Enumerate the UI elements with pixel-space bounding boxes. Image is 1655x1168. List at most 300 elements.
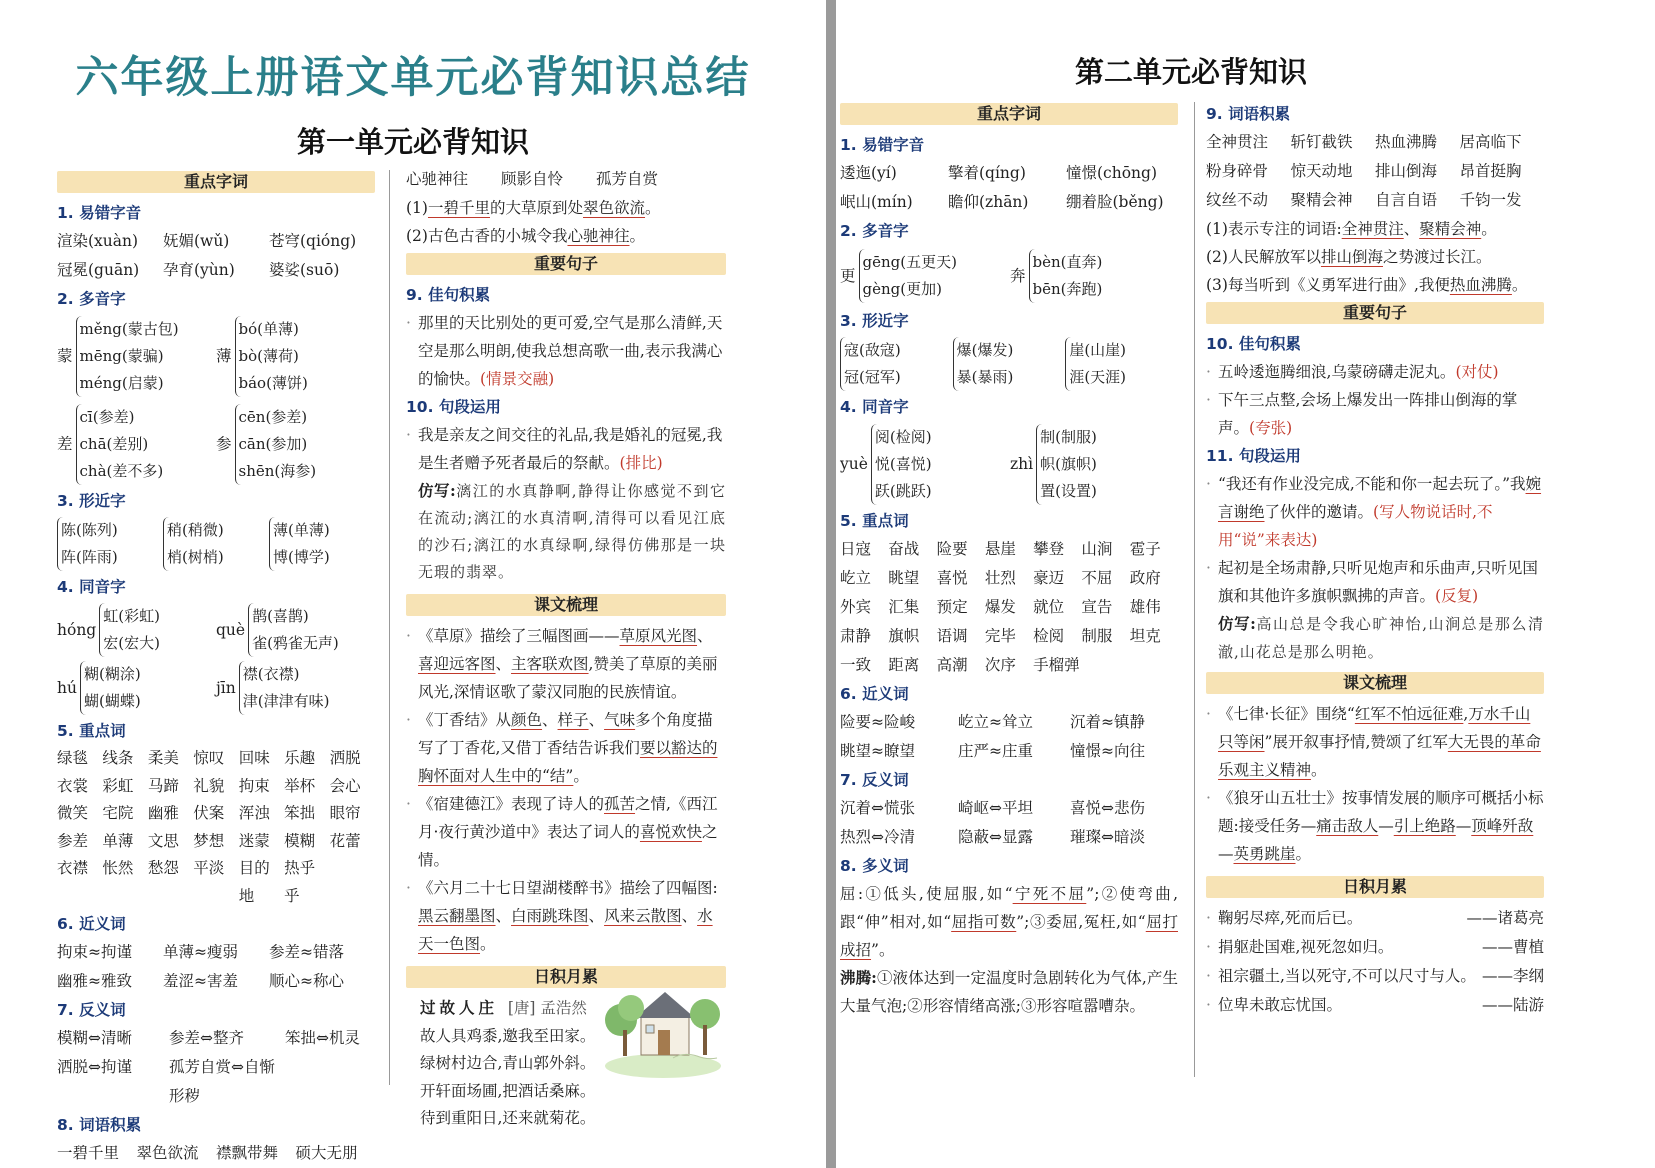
homophone-group bbox=[216, 601, 375, 659]
usage-line: (2)古色古香的小城令我心驰神往。 bbox=[406, 227, 645, 245]
section-heading: 7. 反义词 bbox=[57, 1001, 126, 1019]
word-item: 距离 bbox=[888, 656, 920, 674]
polyphone-group-char: 薄 bbox=[216, 346, 232, 365]
word-grid bbox=[840, 535, 1178, 680]
word-grid bbox=[1206, 128, 1544, 215]
word-item: 惊天动地 bbox=[1290, 162, 1353, 180]
word-item: 顾影自怜 bbox=[501, 170, 564, 188]
section-heading: 10. 佳句积累 bbox=[1206, 335, 1301, 353]
word-item: 岷山(mín) bbox=[840, 193, 913, 211]
word-item: 热乎乎 bbox=[284, 859, 316, 905]
word-grid bbox=[57, 227, 375, 285]
similar-char-group bbox=[269, 515, 375, 573]
polyphone-group-char: 差 bbox=[57, 434, 73, 453]
word-item: 粉身碎骨 bbox=[1206, 162, 1269, 180]
antonym-grid bbox=[57, 1024, 375, 1111]
homophone-group-brace bbox=[80, 661, 141, 715]
word-grid bbox=[57, 745, 375, 910]
word-item: 孤芳自赏 bbox=[596, 170, 659, 188]
word-item: 憧憬(chōng) bbox=[1066, 164, 1157, 182]
synonym-pair: 庄严≈庄重 bbox=[958, 742, 1033, 760]
section-heading: 5. 重点词 bbox=[57, 722, 126, 740]
similar-char-brace bbox=[269, 517, 330, 571]
synonym-pair: 沉着≈镇静 bbox=[1070, 713, 1145, 731]
word-item: 幽雅 bbox=[147, 804, 179, 822]
word-item: 文思 bbox=[147, 831, 179, 850]
word-item: 衣裳 bbox=[57, 776, 89, 795]
polyphone-group-reading: gèng(更加) bbox=[862, 280, 942, 298]
word-item: 语调 bbox=[936, 627, 968, 645]
poem-line: 故人具鸡黍,邀我至田家。 bbox=[420, 1026, 596, 1045]
synonym-pair: 屹立≈耸立 bbox=[958, 713, 1033, 731]
similar-char-brace bbox=[57, 517, 118, 571]
polyphone-group-reading: shēn(海参) bbox=[238, 461, 317, 480]
homophone-group-char: zhì bbox=[1010, 454, 1034, 473]
antonym-grid bbox=[840, 794, 1178, 852]
quote-author: ——曹植 bbox=[1481, 938, 1544, 956]
word-item: 豪迈 bbox=[1033, 569, 1065, 587]
word-item: 妩媚(wǔ) bbox=[163, 232, 230, 250]
word-item: 高潮 bbox=[936, 656, 968, 674]
word-item: 模糊 bbox=[284, 831, 316, 850]
word-item: 雹子 bbox=[1129, 540, 1161, 558]
word-item: 单薄 bbox=[102, 831, 134, 850]
similar-char-item: 冠(冠军) bbox=[844, 368, 901, 386]
homophone-group-brace bbox=[99, 603, 160, 657]
poem-author: [唐] 孟浩然 bbox=[507, 999, 587, 1017]
word-item: 一致 bbox=[840, 656, 872, 674]
band-text-review: 课文梳理 bbox=[406, 594, 726, 616]
polyphone-group-brace bbox=[76, 404, 164, 485]
word-item: 热血沸腾 bbox=[1375, 133, 1438, 151]
quote-text: 祖宗疆土,当以死守,不可以尺寸与人。 bbox=[1218, 967, 1476, 985]
similar-char-item: 博(博学) bbox=[273, 548, 330, 566]
homophone-group-reading: 津(津津有味) bbox=[242, 692, 330, 710]
homophone-group-reading: 阅(检阅) bbox=[874, 427, 932, 446]
homophone-group-brace bbox=[248, 603, 339, 657]
homophone-group bbox=[57, 659, 216, 717]
homophone-group-reading: 置(设置) bbox=[1040, 481, 1097, 500]
p2-left-column bbox=[840, 100, 1178, 1020]
sentence-item: · 五岭逶迤腾细浪,乌蒙磅礴走泥丸。(对仗) bbox=[1206, 358, 1544, 386]
antonym-pair: 孤芳自赏⇔自惭形秽 bbox=[169, 1058, 275, 1105]
daily-quote bbox=[1206, 904, 1544, 933]
section-heading: 11. 句段运用 bbox=[1206, 447, 1301, 465]
word-item: 排山倒海 bbox=[1375, 162, 1438, 180]
word-item: 喜悦 bbox=[936, 569, 968, 587]
page-left bbox=[0, 0, 826, 1168]
polyphone-group bbox=[216, 401, 375, 487]
word-item: 聚精会神 bbox=[1290, 191, 1353, 209]
word-item: 礼貌 bbox=[193, 776, 225, 795]
polyphone-group-reading: cān(参加) bbox=[238, 434, 308, 453]
quote-author: ——李纲 bbox=[1481, 967, 1544, 985]
polyphone-group-reading: bèn(直奔) bbox=[1032, 253, 1103, 271]
word-item: 冠冕(guān) bbox=[57, 261, 140, 279]
polyphone-group-reading: mēng(蒙骗) bbox=[79, 346, 164, 365]
usage-line: (3)每当听到《义勇军进行曲》,我便热血沸腾。 bbox=[1206, 276, 1528, 294]
polyphone-group-char: 蒙 bbox=[57, 346, 73, 365]
column-divider bbox=[1194, 102, 1195, 1077]
imitation: 仿写:漓江的水真静啊,静得让你感觉不到它在流动;漓江的水真清啊,清得可以看见江底的沙石;漓江的水真绿啊,绿得仿佛那是一块无瑕的翡翠。 bbox=[418, 481, 726, 581]
antonym-pair: 模糊⇔清晰 bbox=[57, 1029, 132, 1047]
poem-title: 过故人庄 bbox=[420, 998, 499, 1017]
usage-line: (1)表示专注的词语:全神贯注、聚精会神。 bbox=[1206, 220, 1497, 238]
word-item: 苍穹(qióng) bbox=[269, 232, 357, 250]
word-item: 举杯 bbox=[284, 776, 316, 795]
p2-right-column bbox=[1206, 100, 1544, 1020]
word-item: 次序 bbox=[984, 656, 1016, 674]
homophone-group-char: jīn bbox=[216, 678, 236, 697]
word-item: 悬崖 bbox=[984, 540, 1016, 558]
sentence-item: · “我还有作业没完成,不能和你一起去玩了。”我婉言谢绝了伙伴的邀请。(写人物说话时,不用“说”来表达) bbox=[1206, 470, 1544, 554]
word-item: 一碧千里 bbox=[57, 1144, 120, 1162]
homophone-group-char: yuè bbox=[840, 454, 868, 473]
polyphone-group-reading: chà(差不多) bbox=[79, 461, 164, 480]
word-item: 检阅 bbox=[1033, 627, 1065, 645]
word-item: 就位 bbox=[1033, 598, 1065, 616]
word-item: 险要 bbox=[936, 540, 968, 558]
word-item: 预定 bbox=[936, 598, 968, 616]
daily-quote bbox=[1206, 933, 1544, 962]
similar-char-group bbox=[57, 515, 163, 573]
poem-line: 待到重阳日,还来就菊花。 bbox=[420, 1109, 596, 1127]
similar-char-item: 陈(陈列) bbox=[61, 521, 118, 539]
word-item: 雄伟 bbox=[1129, 598, 1161, 616]
similar-char-brace bbox=[1065, 337, 1126, 391]
section-heading: 6. 近义词 bbox=[840, 685, 909, 703]
homophone-group-char: què bbox=[216, 620, 246, 639]
polyphone-group bbox=[1010, 245, 1178, 307]
word-item: 马蹄 bbox=[147, 776, 179, 795]
section-heading: 3. 形近字 bbox=[840, 312, 909, 330]
homophone-group bbox=[57, 601, 216, 659]
poem-line: 开轩面场圃,把酒话桑麻。 bbox=[420, 1081, 596, 1100]
word-item: 宣告 bbox=[1081, 598, 1113, 616]
section-heading: 2. 多音字 bbox=[840, 222, 909, 240]
word-item: 回味 bbox=[238, 749, 270, 767]
band-daily: 日积月累 bbox=[1206, 876, 1544, 898]
polyphone-group-brace bbox=[235, 316, 308, 397]
polyphone-group-reading: měng(蒙古包) bbox=[79, 319, 179, 338]
band-text-review: 课文梳理 bbox=[1206, 672, 1544, 694]
polyphone-list bbox=[57, 313, 375, 487]
word-item: 肃静 bbox=[840, 627, 872, 645]
antonym-pair: 参差⇔整齐 bbox=[169, 1029, 244, 1047]
word-item: 完毕 bbox=[984, 627, 1016, 645]
word-item: 伏案 bbox=[193, 804, 225, 822]
polyphone-group-reading: méng(启蒙) bbox=[79, 373, 164, 392]
polysemy-qu: 屈:①低头,使屈服,如“宁死不屈”;②使弯曲,跟“伸”相对,如“屈指可数”;③委屈,冤枉,如“屈打成招”。 bbox=[840, 885, 1178, 959]
band-key-words: 重点字词 bbox=[57, 171, 375, 193]
polyphone-group-char: 更 bbox=[840, 266, 856, 285]
antonym-pair: 崎岖⇔平坦 bbox=[958, 799, 1033, 817]
homophone-group-reading: 帜(旗帜) bbox=[1040, 454, 1097, 473]
polyphone-group-brace bbox=[1029, 249, 1103, 303]
word-item: 孕育(yùn) bbox=[163, 261, 235, 279]
homophone-group-reading: 宏(宏大) bbox=[103, 634, 160, 652]
usage-line: (2)人民解放军以排山倒海之势渡过长江。 bbox=[1206, 248, 1492, 266]
section-heading: 5. 重点词 bbox=[840, 512, 909, 530]
antonym-pair: 隐蔽⇔显露 bbox=[958, 828, 1033, 846]
homophone-group-reading: 雀(鸦雀无声) bbox=[252, 634, 339, 652]
quote-author: ——陆游 bbox=[1481, 996, 1544, 1014]
polyphone-group bbox=[216, 313, 375, 399]
polyphone-group-reading: cī(参差) bbox=[79, 407, 135, 426]
word-item: 襟飘带舞 bbox=[216, 1144, 279, 1162]
similar-char-item: 涯(天涯) bbox=[1069, 368, 1127, 386]
homophone-group bbox=[1010, 421, 1178, 507]
similar-char-list bbox=[840, 335, 1178, 393]
poem-line: 绿树村边合,青山郭外斜。 bbox=[420, 1054, 596, 1072]
synonym-pair: 险要≈险峻 bbox=[840, 713, 915, 731]
word-item: 昂首挺胸 bbox=[1459, 162, 1522, 180]
homophone-group-reading: 跃(跳跃) bbox=[874, 481, 932, 500]
word-item: 硕大无朋 bbox=[295, 1144, 358, 1162]
sentence-item: · 起初是全场肃静,只听见炮声和乐曲声,只听见国旗和其他许多旗帜飘拂的声音。(反复) bbox=[1206, 554, 1544, 610]
section-heading: 9. 词语积累 bbox=[1206, 105, 1291, 123]
section-heading: 1. 易错字音 bbox=[840, 136, 925, 154]
word-item: 坦克 bbox=[1129, 627, 1161, 645]
usage-line: (1)一碧千里的大草原到处翠色欲流。 bbox=[406, 199, 661, 217]
review-item: · 《狼牙山五壮士》按事情发展的顺序可概括小标题:接受任务—痛击敌人—引上绝路—顶峰歼敌—英勇跳崖。 bbox=[1206, 784, 1544, 868]
sentence-item: · 下午三点整,会场上爆发出一阵排山倒海的掌声。(夸张) bbox=[1206, 386, 1544, 442]
synonym-pair: 参差≈错落 bbox=[269, 943, 344, 961]
unit-title: 第一单元必背知识 bbox=[296, 125, 529, 159]
antonym-pair: 璀璨⇔暗淡 bbox=[1070, 828, 1145, 846]
word-item: 会心 bbox=[329, 776, 361, 795]
review-item: · 《丁香结》从颜色、样子、气味多个角度描写了丁香花,又借丁香结告诉我们要以豁达的胸怀面对人生中的“结”。 bbox=[406, 706, 726, 790]
word-item: 眼帘 bbox=[329, 804, 361, 822]
similar-char-brace bbox=[163, 517, 224, 571]
section-heading: 9. 佳句积累 bbox=[406, 286, 491, 304]
word-item: 衣襟 bbox=[57, 859, 89, 877]
word-item: 逶迤(yí) bbox=[840, 164, 897, 182]
similar-char-item: 暴(暴雨) bbox=[956, 368, 1014, 386]
synonym-pair: 眺望≈瞭望 bbox=[840, 742, 915, 760]
daily-quote bbox=[1206, 991, 1544, 1020]
antonym-pair: 热烈⇔冷清 bbox=[840, 828, 915, 846]
word-grid bbox=[57, 1139, 375, 1168]
polysemy-feiteng: 沸腾:①液体达到一定温度时急剧转化为气体,产生大量气泡;②形容情绪高涨;③形容喧嚣嘈杂。 bbox=[840, 968, 1178, 1015]
similar-char-item: 寇(敌寇) bbox=[844, 341, 901, 359]
polyphone-list bbox=[840, 245, 1178, 307]
review-item: · 《草原》描绘了三幅图画——草原风光图、喜迎远客图、主客联欢图,赞美了草原的美丽风光,深情讴歌了蒙汉同胞的民族情谊。 bbox=[406, 622, 726, 706]
section-heading: 10. 句段运用 bbox=[406, 398, 501, 416]
similar-char-item: 爆(爆发) bbox=[956, 341, 1014, 359]
polyphone-group-char: 奔 bbox=[1010, 266, 1026, 285]
word-item: 眺望 bbox=[888, 569, 920, 587]
similar-char-group bbox=[1065, 335, 1178, 393]
homophone-group-reading: 鹊(喜鹊) bbox=[252, 607, 309, 625]
sentence-item: · 我是亲友之间交往的礼品,我是婚礼的冠冕,我是生者赠予死者最后的祭献。(排比) bbox=[406, 421, 726, 477]
quote-text: 鞠躬尽瘁,死而后已。 bbox=[1218, 909, 1363, 927]
polyphone-group-reading: chā(差别) bbox=[79, 434, 149, 453]
word-item: 笨拙 bbox=[284, 804, 316, 822]
synonym-pair: 顺心≈称心 bbox=[269, 972, 344, 990]
section-heading: 1. 易错字音 bbox=[57, 204, 142, 222]
word-item: 自言自语 bbox=[1375, 191, 1438, 209]
review-item: · 《七律·长征》围绕“红军不怕远征难,万水千山只等闲”展开叙事抒情,赞颂了红军大无畏的革命乐观主义精神。 bbox=[1206, 700, 1544, 784]
section-heading: 7. 反义词 bbox=[840, 771, 909, 789]
polyphone-group bbox=[57, 313, 216, 399]
polyphone-group-char: 参 bbox=[216, 434, 232, 453]
word-item: 千钧一发 bbox=[1459, 191, 1522, 209]
word-item: 目的地 bbox=[238, 859, 270, 905]
word-item: 绿毯 bbox=[57, 749, 89, 767]
word-item: 政府 bbox=[1129, 569, 1161, 587]
word-item: 拘束 bbox=[238, 776, 270, 795]
word-grid bbox=[406, 165, 726, 194]
synonym-pair: 单薄≈瘦弱 bbox=[163, 943, 238, 961]
similar-char-item: 梢(树梢) bbox=[167, 548, 224, 566]
homophone-group bbox=[840, 421, 1010, 507]
synonym-pair: 幽雅≈雅致 bbox=[57, 972, 132, 990]
daily-quote bbox=[1206, 962, 1544, 991]
polyphone-group-reading: cēn(参差) bbox=[238, 407, 308, 426]
column-divider bbox=[389, 170, 390, 1085]
word-item: 微笑 bbox=[57, 804, 89, 822]
similar-char-group bbox=[953, 335, 1066, 393]
polyphone-group bbox=[840, 245, 1010, 307]
word-item: 日寇 bbox=[840, 540, 872, 558]
homophone-group-reading: 悦(喜悦) bbox=[874, 454, 932, 473]
similar-char-group bbox=[163, 515, 269, 573]
similar-char-brace bbox=[953, 337, 1014, 391]
similar-char-item: 薄(单薄) bbox=[273, 521, 330, 539]
polyphone-group-reading: bēn(奔跑) bbox=[1032, 280, 1103, 298]
word-item: 屹立 bbox=[840, 569, 872, 587]
word-item: 山涧 bbox=[1081, 540, 1113, 558]
page-right bbox=[836, 0, 1655, 1168]
word-item: 攀登 bbox=[1033, 540, 1065, 558]
homophone-group-reading: 襟(衣襟) bbox=[242, 665, 300, 683]
word-item: 彩虹 bbox=[102, 776, 134, 795]
word-item: 愁怨 bbox=[147, 859, 179, 877]
word-item: 奋战 bbox=[888, 540, 920, 558]
village-illustration bbox=[603, 970, 723, 1080]
word-item: 梦想 bbox=[193, 831, 225, 850]
band-sentences: 重要句子 bbox=[1206, 302, 1544, 324]
word-item: 汇集 bbox=[888, 598, 920, 616]
page-gutter bbox=[826, 0, 836, 1168]
quote-text: 捐躯赴国难,视死忽如归。 bbox=[1218, 938, 1394, 956]
antonym-pair: 笨拙⇔机灵 bbox=[285, 1029, 360, 1047]
word-item: 乐趣 bbox=[284, 749, 316, 767]
section-heading: 4. 同音字 bbox=[57, 578, 126, 596]
section-heading: 6. 近义词 bbox=[57, 915, 126, 933]
word-item: 怅然 bbox=[102, 859, 134, 877]
homophone-group-reading: 糊(糊涂) bbox=[83, 665, 141, 683]
section-heading: 8. 多义词 bbox=[840, 857, 909, 875]
homophone-list bbox=[840, 421, 1178, 507]
polyphone-group-reading: gēng(五更天) bbox=[862, 253, 957, 271]
sentence-item: · 那里的天比别处的更可爱,空气是那么清鲜,天空是那么明朗,使我总想高歌一曲,表示我满心的愉快。(情景交融) bbox=[406, 309, 726, 393]
synonym-pair: 憧憬≈向往 bbox=[1070, 742, 1145, 760]
polyphone-group-brace bbox=[76, 316, 179, 397]
word-item: 壮烈 bbox=[984, 569, 1016, 587]
polyphone-group bbox=[57, 401, 216, 487]
imitation: 仿写:高山总是令我心旷神怡,山涧总是那么清澈,山花总是那么明艳。 bbox=[1218, 614, 1544, 661]
word-item: 制服 bbox=[1081, 627, 1113, 645]
word-item: 居高临下 bbox=[1459, 133, 1522, 151]
synonym-pair: 羞涩≈害羞 bbox=[163, 972, 238, 990]
homophone-group-brace bbox=[871, 424, 932, 505]
review-item: · 《宿建德江》表现了诗人的孤苦之情,《西江月·夜行黄沙道中》表达了词人的喜悦欢快之情。 bbox=[406, 790, 726, 874]
word-item: 心驰神往 bbox=[406, 170, 469, 188]
word-item: 参差 bbox=[57, 831, 89, 850]
section-heading: 3. 形近字 bbox=[57, 492, 126, 510]
word-item: 不屈 bbox=[1081, 569, 1113, 587]
section-heading: 4. 同音字 bbox=[840, 398, 909, 416]
synonym-grid bbox=[840, 708, 1178, 766]
homophone-group-reading: 制(制服) bbox=[1040, 427, 1097, 446]
antonym-pair: 喜悦⇔悲伤 bbox=[1070, 799, 1145, 817]
section-heading: 2. 多音字 bbox=[57, 290, 126, 308]
word-item: 爆发 bbox=[984, 598, 1016, 616]
word-item: 瞻仰(zhān) bbox=[948, 193, 1029, 211]
polyphone-group-reading: bò(薄荷) bbox=[238, 346, 299, 365]
similar-char-group bbox=[840, 335, 953, 393]
word-item: 全神贯注 bbox=[1206, 133, 1269, 151]
word-item: 外宾 bbox=[840, 598, 872, 616]
synonym-grid bbox=[57, 938, 375, 996]
band-sentences: 重要句子 bbox=[406, 253, 726, 275]
synonym-pair: 拘束≈拘谨 bbox=[57, 943, 132, 961]
homophone-group bbox=[216, 659, 375, 717]
word-item: 线条 bbox=[102, 749, 134, 767]
homophone-group-char: hóng bbox=[57, 620, 97, 639]
word-item: 擎着(qíng) bbox=[948, 164, 1026, 182]
similar-char-brace bbox=[840, 337, 901, 391]
word-item: 渲染(xuàn) bbox=[57, 232, 139, 250]
polyphone-group-brace bbox=[859, 249, 957, 303]
unit-title: 第二单元必背知识 bbox=[1074, 55, 1307, 89]
main-title: 六年级上册语文单元必背知识总结 bbox=[75, 53, 751, 103]
homophone-group-reading: 蝴(蝴蝶) bbox=[83, 692, 141, 710]
word-item: 旗帜 bbox=[888, 627, 920, 645]
similar-char-item: 阵(阵雨) bbox=[61, 548, 118, 566]
word-item: 斩钉截铁 bbox=[1290, 133, 1353, 151]
section-heading: 8. 词语积累 bbox=[57, 1116, 142, 1134]
word-item: 绷着脸(běng) bbox=[1066, 193, 1164, 211]
homophone-group-brace bbox=[1036, 424, 1097, 505]
word-grid bbox=[840, 159, 1178, 217]
word-item: 花蕾 bbox=[329, 831, 361, 850]
word-item: 浑浊 bbox=[238, 804, 270, 822]
daily-quotes bbox=[1206, 904, 1544, 1020]
word-item: 惊叹 bbox=[193, 749, 225, 767]
polyphone-group-reading: bó(单薄) bbox=[238, 319, 299, 338]
word-item: 宅院 bbox=[102, 804, 134, 822]
similar-char-item: 稍(稍微) bbox=[167, 521, 224, 539]
word-item: 手榴弹 bbox=[1033, 656, 1080, 674]
quote-text: 位卑未敢忘忧国。 bbox=[1218, 996, 1343, 1014]
band-daily: 日积月累 bbox=[406, 966, 726, 988]
homophone-list bbox=[57, 601, 375, 717]
word-item: 翠色欲流 bbox=[136, 1144, 199, 1162]
p1-left-column bbox=[57, 168, 375, 1168]
homophone-group-brace bbox=[239, 661, 330, 715]
polyphone-group-brace bbox=[235, 404, 317, 485]
similar-char-list bbox=[57, 515, 375, 573]
polyphone-group-reading: báo(薄饼) bbox=[238, 373, 308, 392]
word-item: 平淡 bbox=[193, 859, 225, 877]
quote-author: ——诸葛亮 bbox=[1466, 909, 1544, 927]
homophone-group-char: hú bbox=[57, 678, 77, 697]
word-item: 纹丝不动 bbox=[1206, 191, 1269, 209]
homophone-group-reading: 虹(彩虹) bbox=[103, 607, 160, 625]
